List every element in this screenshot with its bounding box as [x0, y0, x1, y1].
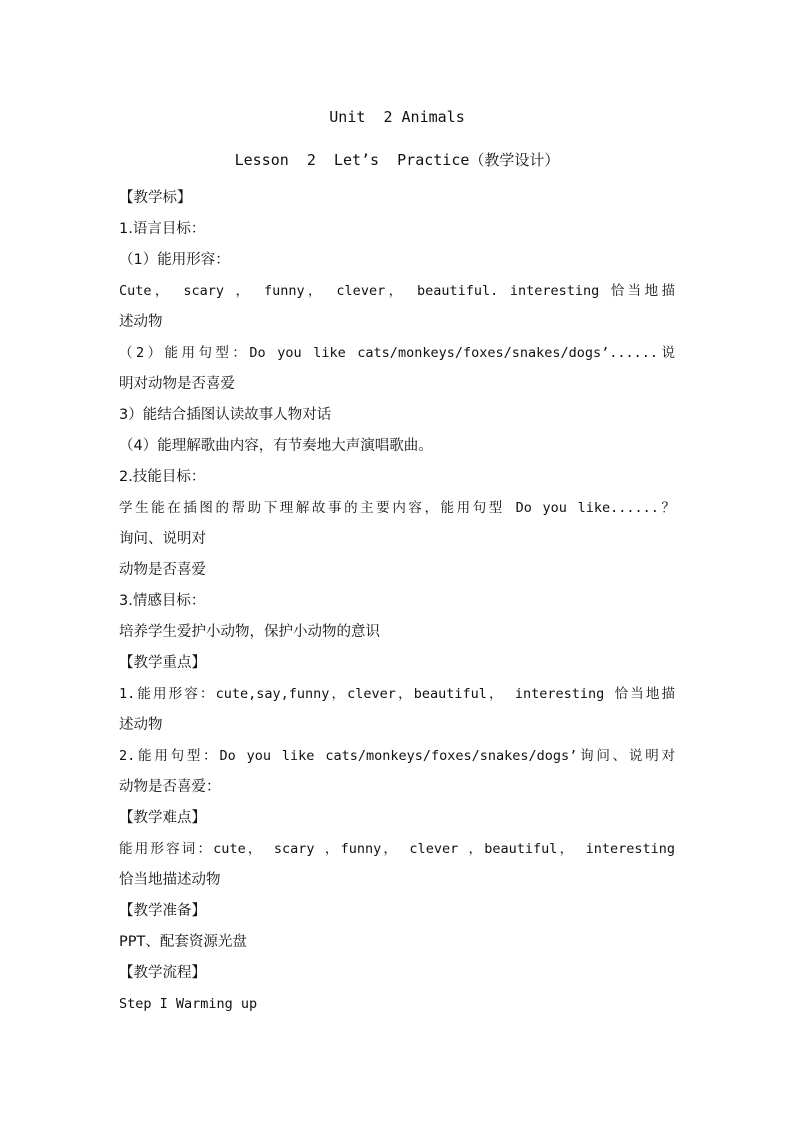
section-heading-procedure: 【教学流程】: [119, 965, 206, 981]
body-line: 1.语言目标：: [119, 221, 206, 237]
body-line: 3）能结合插图认读故事人物对话: [119, 407, 332, 423]
section-heading-objectives: 【教学标】: [119, 190, 192, 206]
document-subtitle: Lesson 2 Let’s Practice（教学设计）: [234, 151, 560, 169]
body-line: 动物是否喜爱：: [119, 779, 221, 795]
body-line: 学生能在插图的帮助下理解故事的主要内容，能用句型 Do you like......？: [119, 500, 675, 516]
body-line: （4）能理解歌曲内容，有节奏地大声演唱歌曲。: [119, 438, 433, 454]
body-line: PPT、配套资源光盘: [119, 934, 247, 950]
section-heading-difficulties: 【教学难点】: [119, 810, 206, 826]
body-line: 培养学生爱护小动物，保护小动物的意识: [119, 624, 380, 640]
body-line: 述动物: [119, 717, 163, 733]
body-line: （2）能用句型：Do you like cats/monkeys/foxes/snakes/dogs’......说: [119, 345, 675, 361]
body-line: Step I Warming up: [119, 996, 258, 1012]
section-heading-key-points: 【教学重点】: [119, 655, 206, 671]
body-line: 述动物: [119, 314, 163, 330]
body-line: 询问、说明对: [119, 531, 206, 547]
body-line: （1）能用形容：: [119, 252, 230, 268]
body-line: Cute， scary ， funny， clever， beautiful. interesting 恰当地描: [119, 283, 675, 299]
body-line: 动物是否喜爱: [119, 562, 206, 578]
document-body: [119, 183, 675, 1020]
body-line: 恰当地描述动物: [119, 872, 221, 888]
section-heading-preparation: 【教学准备】: [119, 903, 206, 919]
body-line: 能用形容词：cute， scary ，funny， clever ，beautiful， interesting: [119, 841, 675, 857]
body-line: 2.技能目标：: [119, 469, 206, 485]
body-line: 2.能用句型：Do you like cats/monkeys/foxes/snakes/dogs’询问、说明对: [119, 748, 675, 764]
body-line: 明对动物是否喜爱: [119, 376, 235, 392]
document-title: Unit 2 Animals: [329, 108, 465, 126]
body-line: 1.能用形容：cute,say,funny，clever，beautiful， interesting 恰当地描: [119, 686, 675, 702]
body-line: 3.情感目标：: [119, 593, 206, 609]
